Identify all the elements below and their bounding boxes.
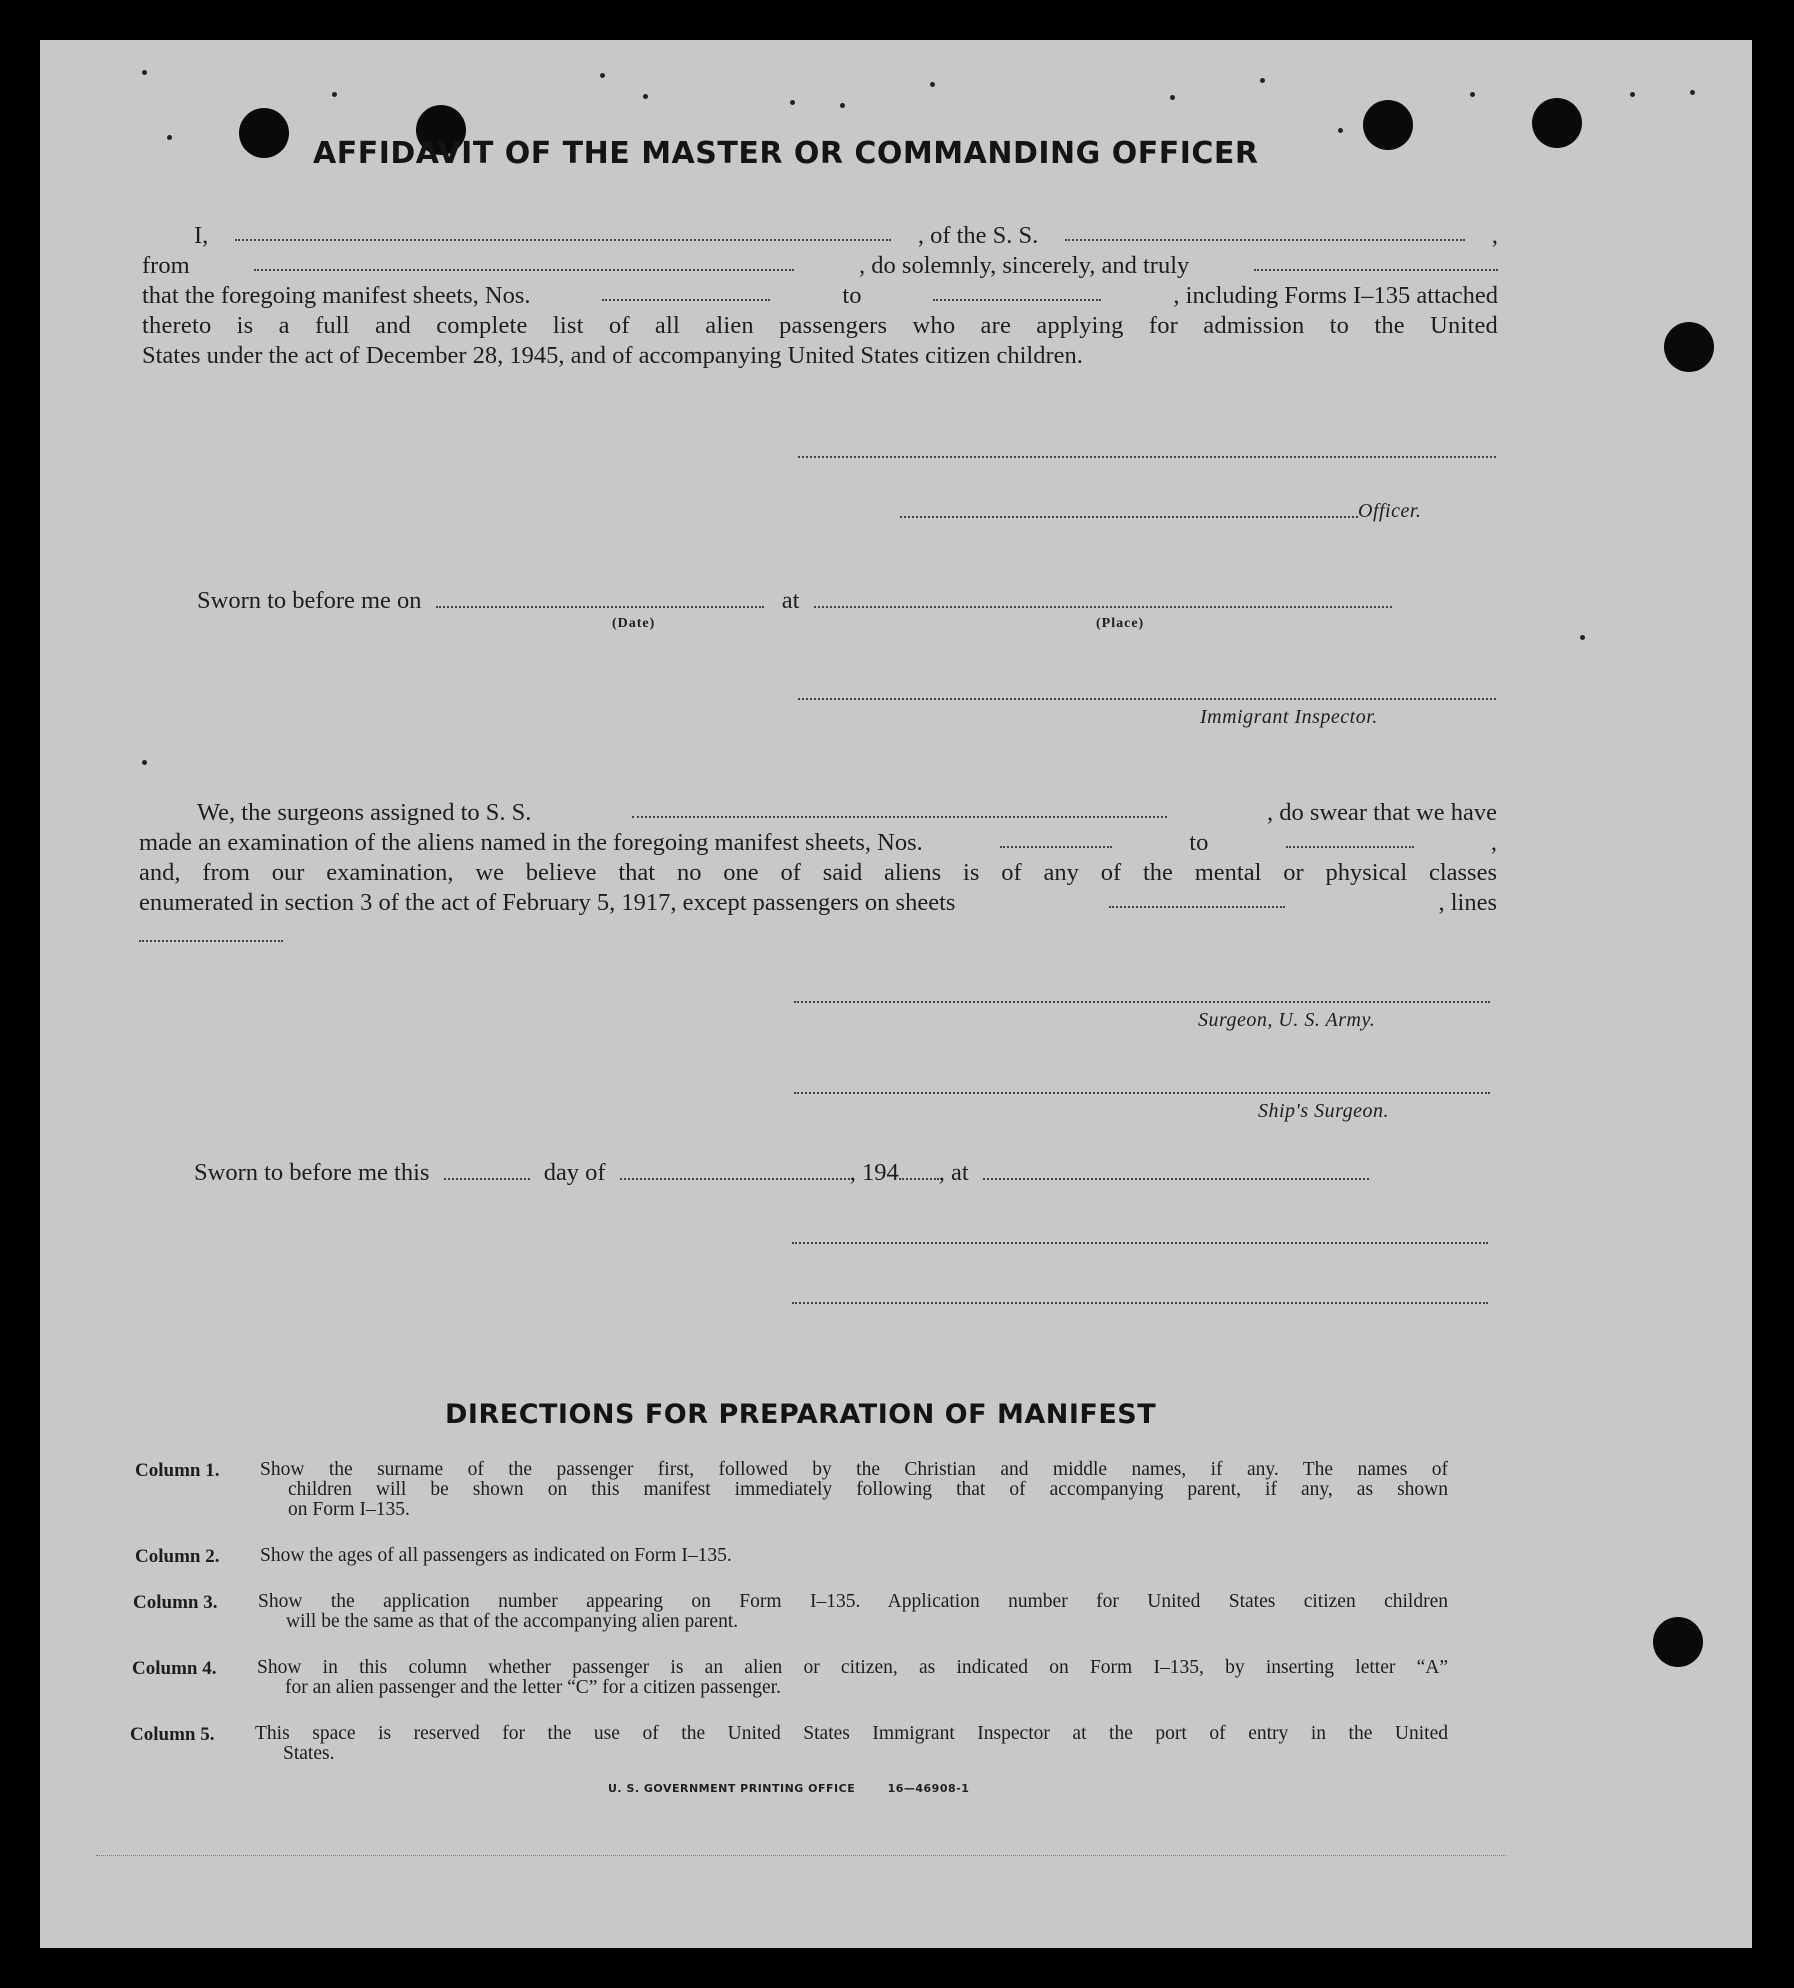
surgeon-ship-field[interactable] (632, 798, 1167, 818)
affidavit-text: , of the S. S. (917, 222, 1039, 249)
sworn-day-field[interactable] (444, 1160, 530, 1180)
sheet-to-field[interactable] (933, 281, 1101, 301)
except-sheets-field[interactable] (1109, 888, 1285, 908)
direction-continuation-line: for an alien passenger and the letter “C” for a citizen passenger. (285, 1677, 781, 1698)
exam-sheet-to-field[interactable] (1286, 828, 1414, 848)
date-caption: (Date) (612, 616, 656, 631)
affidavit-text: , do solemnly, sincerely, and truly (859, 252, 1190, 279)
printer-imprint (608, 1782, 969, 1795)
affidavit-line-5: States under the act of December 28, 1945, and of accompanying United States citizen children. (142, 342, 1083, 369)
speck (1170, 95, 1175, 100)
inspector-label: Immigrant Inspector. (1200, 706, 1378, 728)
direction-continuation-line: on Form I–135. (288, 1499, 410, 1520)
speck (840, 103, 845, 108)
army-surgeon-label: Surgeon, U. S. Army. (1198, 1009, 1376, 1031)
sworn-place-field-2[interactable] (983, 1160, 1369, 1180)
directions-title: DIRECTIONS FOR PREPARATION OF MANIFEST (445, 1399, 1157, 1430)
speck (332, 92, 337, 97)
inspector-signature-line[interactable] (798, 698, 1496, 700)
affidavit-line-1 (142, 221, 1498, 251)
surgeons-line-4 (139, 888, 1497, 918)
departure-port-field[interactable] (254, 251, 794, 271)
form-page (40, 40, 1752, 1948)
officer-label: Officer. (1358, 500, 1422, 522)
speck (643, 94, 648, 99)
direction-continuation-line: will be the same as that of the accompanying alien parent. (286, 1611, 739, 1632)
place-caption: (Place) (1096, 616, 1145, 631)
affidavit-line-3 (142, 281, 1498, 311)
sworn-text: Sworn to before me this (194, 1159, 430, 1186)
ship-name-field[interactable] (1065, 221, 1465, 241)
speck (167, 135, 172, 140)
direction-text (260, 1460, 1448, 1520)
direction-first-line: This space is reserved for the use of the United States Immigrant Inspector at the port of entry in the United (255, 1723, 1448, 1744)
speck (1338, 128, 1343, 133)
form-code: 16—46908-1 (887, 1782, 970, 1795)
speck (790, 100, 795, 105)
surgeons-text: , (1490, 829, 1497, 856)
direction-first-line: Show the surname of the passenger first, followed by the Christian and middle names, if any. The names of (260, 1459, 1448, 1480)
sworn-text: Sworn to before me on (197, 587, 422, 614)
ship-surgeon-label: Ship's Surgeon. (1258, 1100, 1390, 1122)
speck (1470, 92, 1475, 97)
sheet-from-field[interactable] (602, 281, 770, 301)
sworn-date-field[interactable] (436, 588, 764, 608)
direction-first-line: Show in this column whether passenger is an alien or citizen, as indicated on Form I–135, by inserting letter “A” (257, 1657, 1448, 1678)
speck (600, 73, 605, 78)
direction-continuation-line: States. (283, 1743, 335, 1764)
direction-continuation-line: children will be shown on this manifest immediately following that of accompanying parent, if any, as shown (288, 1479, 1448, 1500)
direction-label: Column 5. (130, 1724, 215, 1745)
affidavit-text: to (842, 282, 862, 309)
direction-text (258, 1592, 1448, 1632)
sworn-signature-line-1[interactable] (792, 1242, 1488, 1244)
sworn-line-1 (197, 586, 1392, 616)
sworn-year-field[interactable] (899, 1160, 939, 1180)
punch-hole (239, 108, 289, 158)
army-surgeon-signature-line[interactable] (794, 1001, 1490, 1003)
surgeons-text: We, the surgeons assigned to S. S. (197, 799, 532, 826)
punch-hole (1363, 100, 1413, 150)
except-lines-field[interactable] (139, 940, 283, 942)
direction-label: Column 4. (132, 1658, 217, 1679)
speck (1630, 92, 1635, 97)
surgeons-line-2 (139, 828, 1497, 858)
direction-first-line: Show the ages of all passengers as indicated on Form I–135. (260, 1545, 732, 1566)
direction-text (260, 1546, 1448, 1566)
sworn-place-field[interactable] (814, 588, 1392, 608)
direction-label: Column 2. (135, 1546, 220, 1567)
sworn-text: , at (938, 1159, 969, 1186)
direction-text (255, 1724, 1448, 1764)
speck (930, 82, 935, 87)
form-title: AFFIDAVIT OF THE MASTER OR COMMANDING OFFICER (313, 136, 1259, 171)
signature-line[interactable] (798, 456, 1496, 458)
speck (142, 760, 147, 765)
affidavit-text: , including Forms I–135 attached (1173, 282, 1498, 309)
punch-hole (1532, 98, 1582, 148)
affidavit-line-2 (142, 251, 1498, 281)
surgeons-text: to (1189, 829, 1209, 856)
master-name-field[interactable] (235, 221, 891, 241)
printer-name: U. S. GOVERNMENT PRINTING OFFICE (608, 1782, 856, 1795)
affidavit-text: that the foregoing manifest sheets, Nos. (142, 282, 531, 309)
sworn-text: at (781, 587, 800, 614)
direction-label: Column 1. (135, 1460, 220, 1481)
direction-first-line: Show the application number appearing on Form I–135. Application number for United States citizen children (258, 1591, 1448, 1612)
direction-label: Column 3. (133, 1592, 218, 1613)
affidavit-text: from (142, 252, 190, 279)
oath-field[interactable] (1254, 251, 1498, 271)
surgeons-text: enumerated in section 3 of the act of February 5, 1917, except passengers on sheets (139, 889, 956, 916)
surgeons-line-1 (139, 798, 1497, 828)
surgeons-text: made an examination of the aliens named in the foregoing manifest sheets, Nos. (139, 829, 923, 856)
ship-surgeon-signature-line[interactable] (794, 1092, 1490, 1094)
surgeons-text: , do swear that we have (1267, 799, 1497, 826)
bottom-edge-line (96, 1855, 1506, 1856)
speck (1260, 78, 1265, 83)
sworn-text: day of (543, 1159, 606, 1186)
speck (1580, 635, 1585, 640)
sworn-line-2 (194, 1158, 1369, 1188)
punch-hole (1653, 1617, 1703, 1667)
officer-signature-line[interactable] (900, 516, 1358, 518)
speck (1690, 90, 1695, 95)
affidavit-text: , (1491, 222, 1498, 249)
sworn-text: , 194 (849, 1159, 899, 1186)
sworn-signature-line-2[interactable] (792, 1302, 1488, 1304)
speck (142, 70, 147, 75)
exam-sheet-from-field[interactable] (1000, 828, 1112, 848)
punch-hole (1664, 322, 1714, 372)
sworn-month-field[interactable] (620, 1160, 850, 1180)
direction-text (257, 1658, 1448, 1698)
surgeons-text: , lines (1438, 889, 1497, 916)
affidavit-text: I, (194, 222, 209, 249)
affidavit-line-4: thereto is a full and complete list of all alien passengers who are applying for admission to the United (142, 312, 1498, 339)
surgeons-line-3: and, from our examination, we believe that no one of said aliens is of any of the mental or physical classes (139, 859, 1497, 886)
